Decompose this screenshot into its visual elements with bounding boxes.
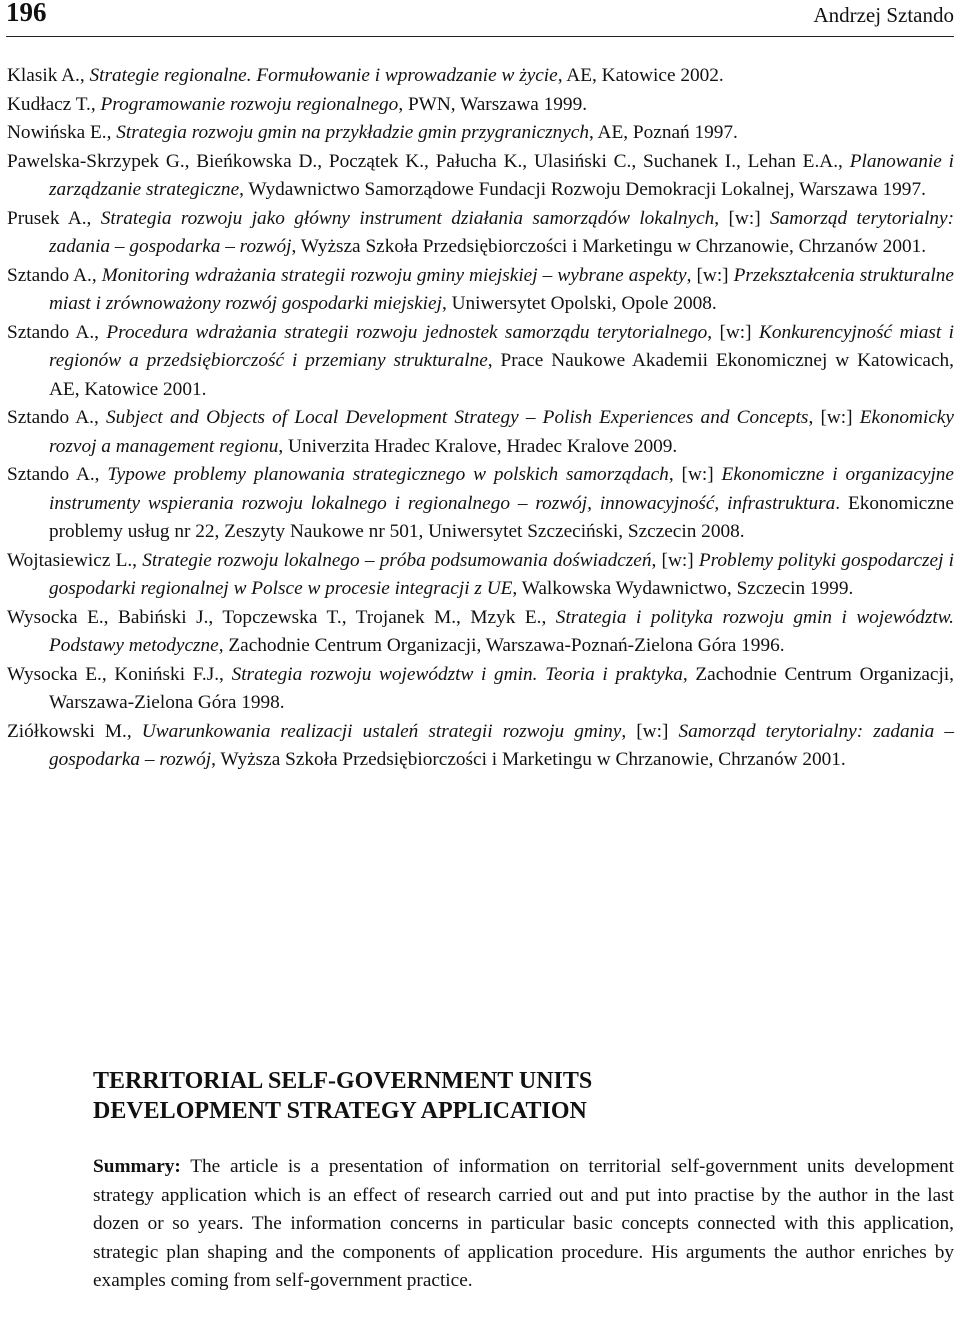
- ref-book-title: Problemy polityki gospodarczej i gospodarki regionalnej w Polsce w procesie integracji z UE: [49, 549, 954, 599]
- reference-item: [7, 718, 954, 775]
- ref-authors: Wojtasiewicz L.,: [7, 549, 143, 571]
- running-header-author: Andrzej Sztando: [813, 3, 954, 27]
- reference-item: [7, 404, 954, 461]
- ref-publisher: , Wydawnictwo Samorządowe Fundacji Rozwoju Demokracji Lokalnej, Warszawa 1997.: [239, 179, 926, 200]
- ref-authors: Sztando A.,: [7, 321, 107, 343]
- ref-publisher: . Ekonomiczne problemy usług nr 22, Zeszyty Naukowe nr 501, Uniwersytet Szczeciński, Szczecin 2008.: [49, 492, 954, 542]
- summary-title: [93, 1066, 954, 1126]
- ref-connector: , [w:]: [707, 321, 759, 343]
- ref-title: Uwarunkowania realizacji ustaleń strategii rozwoju gminy: [141, 720, 622, 742]
- ref-title: Strategia i polityka rozwoju gmin i województw. Podstawy metodyczne: [49, 606, 954, 656]
- ref-title: Procedura wdrażania strategii rozwoju jednostek samorządu terytorialnego: [106, 321, 708, 343]
- ref-connector: , [w:]: [651, 549, 699, 571]
- ref-title: Strategia rozwoju jako główny instrument działania samorządów lokalnych: [100, 207, 715, 229]
- reference-item: [7, 547, 954, 604]
- ref-authors: Pawelska-Skrzypek G., Bieńkowska D., Początek K., Pałucha K., Ulasiński C., Suchanek I., Lehan E.A.,: [7, 150, 850, 172]
- ref-title: Monitoring wdrażania strategii rozwoju gminy miejskiej – wybrane aspekty: [101, 264, 687, 286]
- ref-publisher: , Uniwersytet Opolski, Opole 2008.: [441, 293, 717, 314]
- ref-title: Programowanie rozwoju regionalnego: [100, 93, 399, 115]
- ref-book-title: Przekształcenia strukturalne miast i zrównoważony rozwój gospodarki miejskiej: [49, 264, 954, 314]
- ref-title: Strategie rozwoju lokalnego – próba podsumowania doświadczeń: [142, 549, 652, 571]
- ref-connector: , [w:]: [808, 407, 860, 428]
- summary-title-line-1: TERRITORIAL SELF-GOVERNMENT UNITS: [93, 1068, 593, 1094]
- ref-publisher: , Zachodnie Centrum Organizacji, Warszawa-Poznań-Zielona Góra 1996.: [218, 635, 785, 656]
- ref-connector: , [w:]: [668, 464, 722, 485]
- page-number: 196: [6, 0, 47, 27]
- ref-publisher: , PWN, Warszawa 1999.: [398, 93, 588, 115]
- reference-item: [7, 119, 954, 148]
- ref-authors: Ziółkowski M.,: [7, 720, 142, 742]
- ref-authors: Nowińska E.,: [7, 122, 117, 143]
- ref-authors: Sztando A.,: [7, 264, 102, 286]
- page-header: [6, 0, 954, 37]
- ref-title: Typowe problemy planowania strategicznego w polskich samorządach: [107, 464, 669, 485]
- ref-authors: Sztando A.,: [7, 464, 108, 485]
- ref-authors: Klasik A.,: [7, 65, 90, 86]
- reference-item: [7, 91, 954, 120]
- ref-publisher: , AE, Poznań 1997.: [588, 122, 738, 143]
- ref-authors: Wysocka E., Babiński J., Topczewska T., Trojanek M., Mzyk E.,: [7, 606, 556, 628]
- summary-paragraph: [93, 1153, 954, 1296]
- reference-item: [7, 604, 954, 661]
- ref-publisher: , Wyższa Szkoła Przedsiębiorczości i Marketingu w Chrzanowie, Chrzanów 2001.: [291, 236, 927, 257]
- ref-title: Planowanie i zarządzanie strategiczne: [49, 150, 954, 200]
- ref-book-title: Samorząd terytorialny: zadania – gospodarka – rozwój: [49, 207, 954, 257]
- ref-connector: , [w:]: [714, 207, 771, 229]
- ref-book-title: Ekonomicky rozvoj a management regionu: [49, 407, 954, 457]
- ref-book-title: Ekonomiczne i organizacyjne instrumenty wspierania rozwoju lokalnego i regionalnego – rozwój, innowacyjność, infrastruktura: [49, 464, 954, 514]
- ref-connector: , [w:]: [686, 264, 734, 286]
- reference-item: [7, 319, 954, 405]
- summary-title-line-2: DEVELOPMENT STRATEGY APPLICATION: [93, 1098, 587, 1124]
- ref-authors: Wysocka E., Koniński F.J.,: [7, 663, 232, 685]
- ref-title: Strategia rozwoju województw i gmin. Teoria i praktyka: [231, 663, 683, 685]
- ref-book-title: Konkurencyjność miast i regionów a przedsiębiorczość i przemiany strukturalne: [49, 321, 954, 371]
- reference-item: [7, 205, 954, 262]
- ref-authors: Kudłacz T.,: [7, 93, 101, 115]
- ref-title: Strategie regionalne. Formułowanie i wprowadzanie w życie: [89, 65, 558, 86]
- ref-publisher: , Wyższa Szkoła Przedsiębiorczości i Marketingu w Chrzanowie, Chrzanów 2001.: [211, 749, 846, 770]
- reference-item: [7, 262, 954, 319]
- reference-item: [7, 62, 954, 91]
- summary-body: The article is a presentation of information on territorial self-government units development strategy application which is an effect of research carried out and put into practise by the author in the last dozen or so years. The information concerns in particular basic concepts connected with this application, strategic plan shaping and the components of application procedure. His arguments the author enriches by examples coming from self-government practice.: [93, 1156, 954, 1291]
- ref-authors: Sztando A.,: [7, 407, 107, 428]
- ref-connector: , [w:]: [621, 720, 679, 742]
- reference-item: [7, 148, 954, 205]
- ref-book-title: Samorząd terytorialny: zadania – gospodarka – rozwój: [49, 720, 954, 770]
- reference-item: [7, 661, 954, 718]
- ref-publisher: , Prace Naukowe Akademii Ekonomicznej w Katowicach, AE, Katowice 2001.: [49, 350, 954, 400]
- ref-publisher: , AE, Katowice 2002.: [557, 65, 724, 86]
- ref-title: Subject and Objects of Local Development Strategy – Polish Experiences and Concepts: [106, 407, 809, 428]
- reference-list: [7, 62, 954, 775]
- ref-title: Strategia rozwoju gmin na przykładzie gmin przygranicznych: [116, 122, 589, 143]
- ref-authors: Prusek A.,: [7, 207, 101, 229]
- reference-item: [7, 461, 954, 547]
- ref-publisher: , Zachodnie Centrum Organizacji, Warszawa-Zielona Góra 1998.: [49, 663, 954, 713]
- ref-publisher: , Walkowska Wydawnictwo, Szczecin 1999.: [512, 578, 854, 599]
- summary-label: Summary:: [93, 1156, 181, 1177]
- english-summary: [93, 1066, 954, 1315]
- ref-publisher: , Univerzita Hradec Kralove, Hradec Kralove 2009.: [278, 435, 678, 457]
